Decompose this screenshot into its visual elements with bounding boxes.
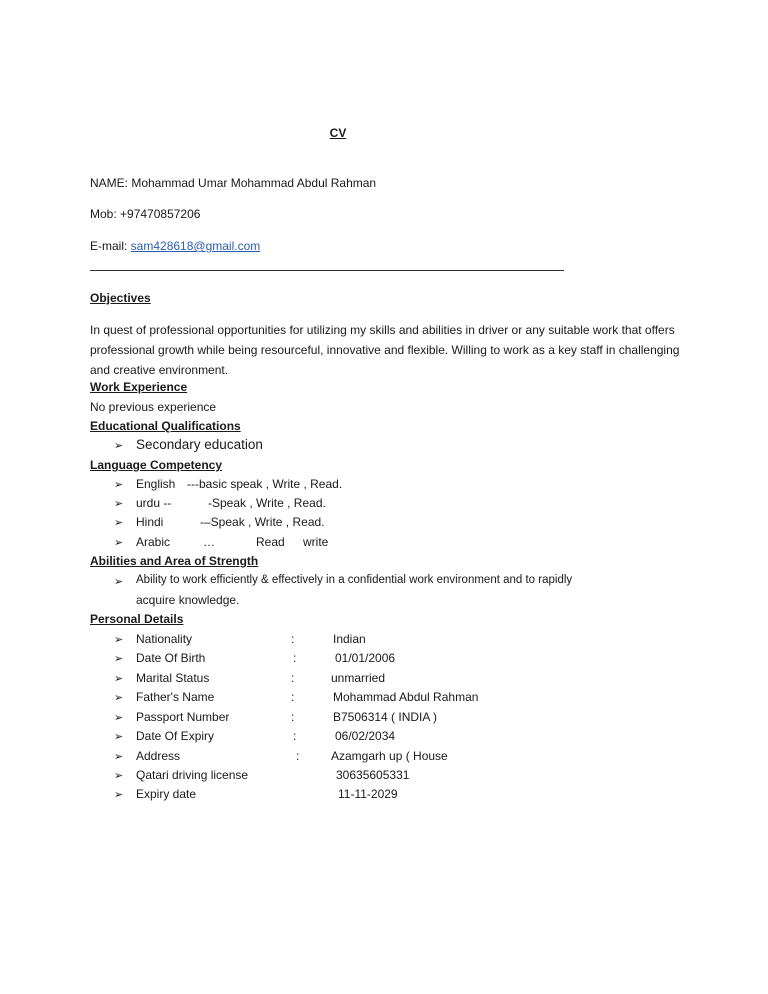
language-detail: -Speak , Write , Read.	[208, 496, 326, 510]
detail-label: Passport Number	[136, 710, 230, 724]
bullet-arrow-icon: ➢	[114, 537, 124, 549]
detail-label: Nationality	[136, 632, 193, 646]
language-detail: write	[303, 535, 329, 549]
detail-label: Father's Name	[136, 690, 215, 704]
detail-value: 30635605331	[336, 768, 410, 782]
education-item: Secondary education	[136, 437, 263, 452]
bullet-arrow-icon: ➢	[114, 712, 124, 724]
language-name: English	[136, 477, 176, 491]
detail-separator: :	[291, 690, 295, 704]
language-name: Hindi	[136, 515, 164, 529]
detail-value: 06/02/2034	[335, 729, 396, 743]
language-name: urdu --	[136, 496, 172, 510]
bullet-arrow-icon: ➢	[114, 576, 124, 588]
detail-value: B7506314 ( INDIA )	[333, 710, 438, 724]
abilities-heading: Abilities and Area of Strength	[90, 554, 259, 568]
language-detail: -–Speak , Write , Read.	[200, 515, 325, 529]
detail-separator: :	[291, 671, 295, 685]
bullet-arrow-icon: ➢	[114, 498, 124, 510]
bullet-arrow-icon: ➢	[114, 479, 124, 491]
bullet-arrow-icon: ➢	[114, 692, 124, 704]
detail-separator: :	[296, 749, 300, 763]
detail-label: Date Of Expiry	[136, 729, 215, 743]
detail-separator: :	[291, 632, 295, 646]
detail-value: 11-11-2029	[338, 787, 398, 801]
bullet-arrow-icon: ➢	[114, 440, 124, 452]
detail-separator: :	[293, 729, 297, 743]
page-title: CV	[329, 126, 347, 140]
detail-label: Expiry date	[136, 787, 197, 801]
abilities-text-line-2: acquire knowledge.	[136, 593, 240, 607]
language-heading: Language Competency	[90, 458, 223, 472]
bullet-arrow-icon: ➢	[114, 731, 124, 743]
bullet-arrow-icon: ➢	[114, 673, 124, 685]
work-experience-heading: Work Experience	[90, 380, 188, 394]
bullet-arrow-icon: ➢	[114, 751, 124, 763]
bullet-arrow-icon: ➢	[114, 517, 124, 529]
mobile-line: Mob: +97470857206	[90, 207, 201, 221]
divider-rule	[90, 270, 564, 271]
detail-label: Date Of Birth	[136, 651, 206, 665]
detail-value: Indian	[333, 632, 366, 646]
detail-value: Azamgarh up ( House	[331, 749, 448, 763]
detail-value: 01/01/2006	[335, 651, 396, 665]
bullet-arrow-icon: ➢	[114, 789, 124, 801]
work-experience-text: No previous experience	[90, 400, 217, 414]
detail-separator: :	[291, 710, 295, 724]
language-detail: …	[203, 535, 215, 549]
bullet-arrow-icon: ➢	[114, 653, 124, 665]
abilities-text-line-1: Ability to work efficiently & effectively in a confidential work environment and to rapidly	[136, 574, 573, 586]
email-link[interactable]: sam428618@gmail.com	[130, 239, 261, 253]
email-label: E-mail:	[90, 239, 131, 253]
bullet-arrow-icon: ➢	[114, 770, 124, 782]
language-name: Arabic	[136, 535, 171, 549]
bullet-arrow-icon: ➢	[114, 634, 124, 646]
personal-details-heading: Personal Details	[90, 612, 184, 626]
objectives-heading: Objectives	[90, 291, 151, 305]
detail-label: Qatari driving license	[136, 768, 249, 782]
language-detail: Read	[256, 535, 285, 549]
detail-label: Marital Status	[136, 671, 210, 685]
detail-value: Mohammad Abdul Rahman	[333, 690, 479, 704]
detail-label: Address	[136, 749, 181, 763]
detail-value: unmarried	[331, 671, 386, 685]
name-line: NAME: Mohammad Umar Mohammad Abdul Rahman	[90, 176, 377, 190]
objectives-text: In quest of professional opportunities for utilizing my skills and abilities in driver or any suitable work that offers professional growth while being resourceful, innovative and flexible. Willing to work as a key staff in challenging and creative environment.	[90, 323, 680, 377]
language-detail: ---basic speak , Write , Read.	[187, 477, 343, 491]
detail-separator: :	[293, 651, 297, 665]
email-line	[90, 239, 260, 253]
education-heading: Educational Qualifications	[90, 419, 241, 433]
